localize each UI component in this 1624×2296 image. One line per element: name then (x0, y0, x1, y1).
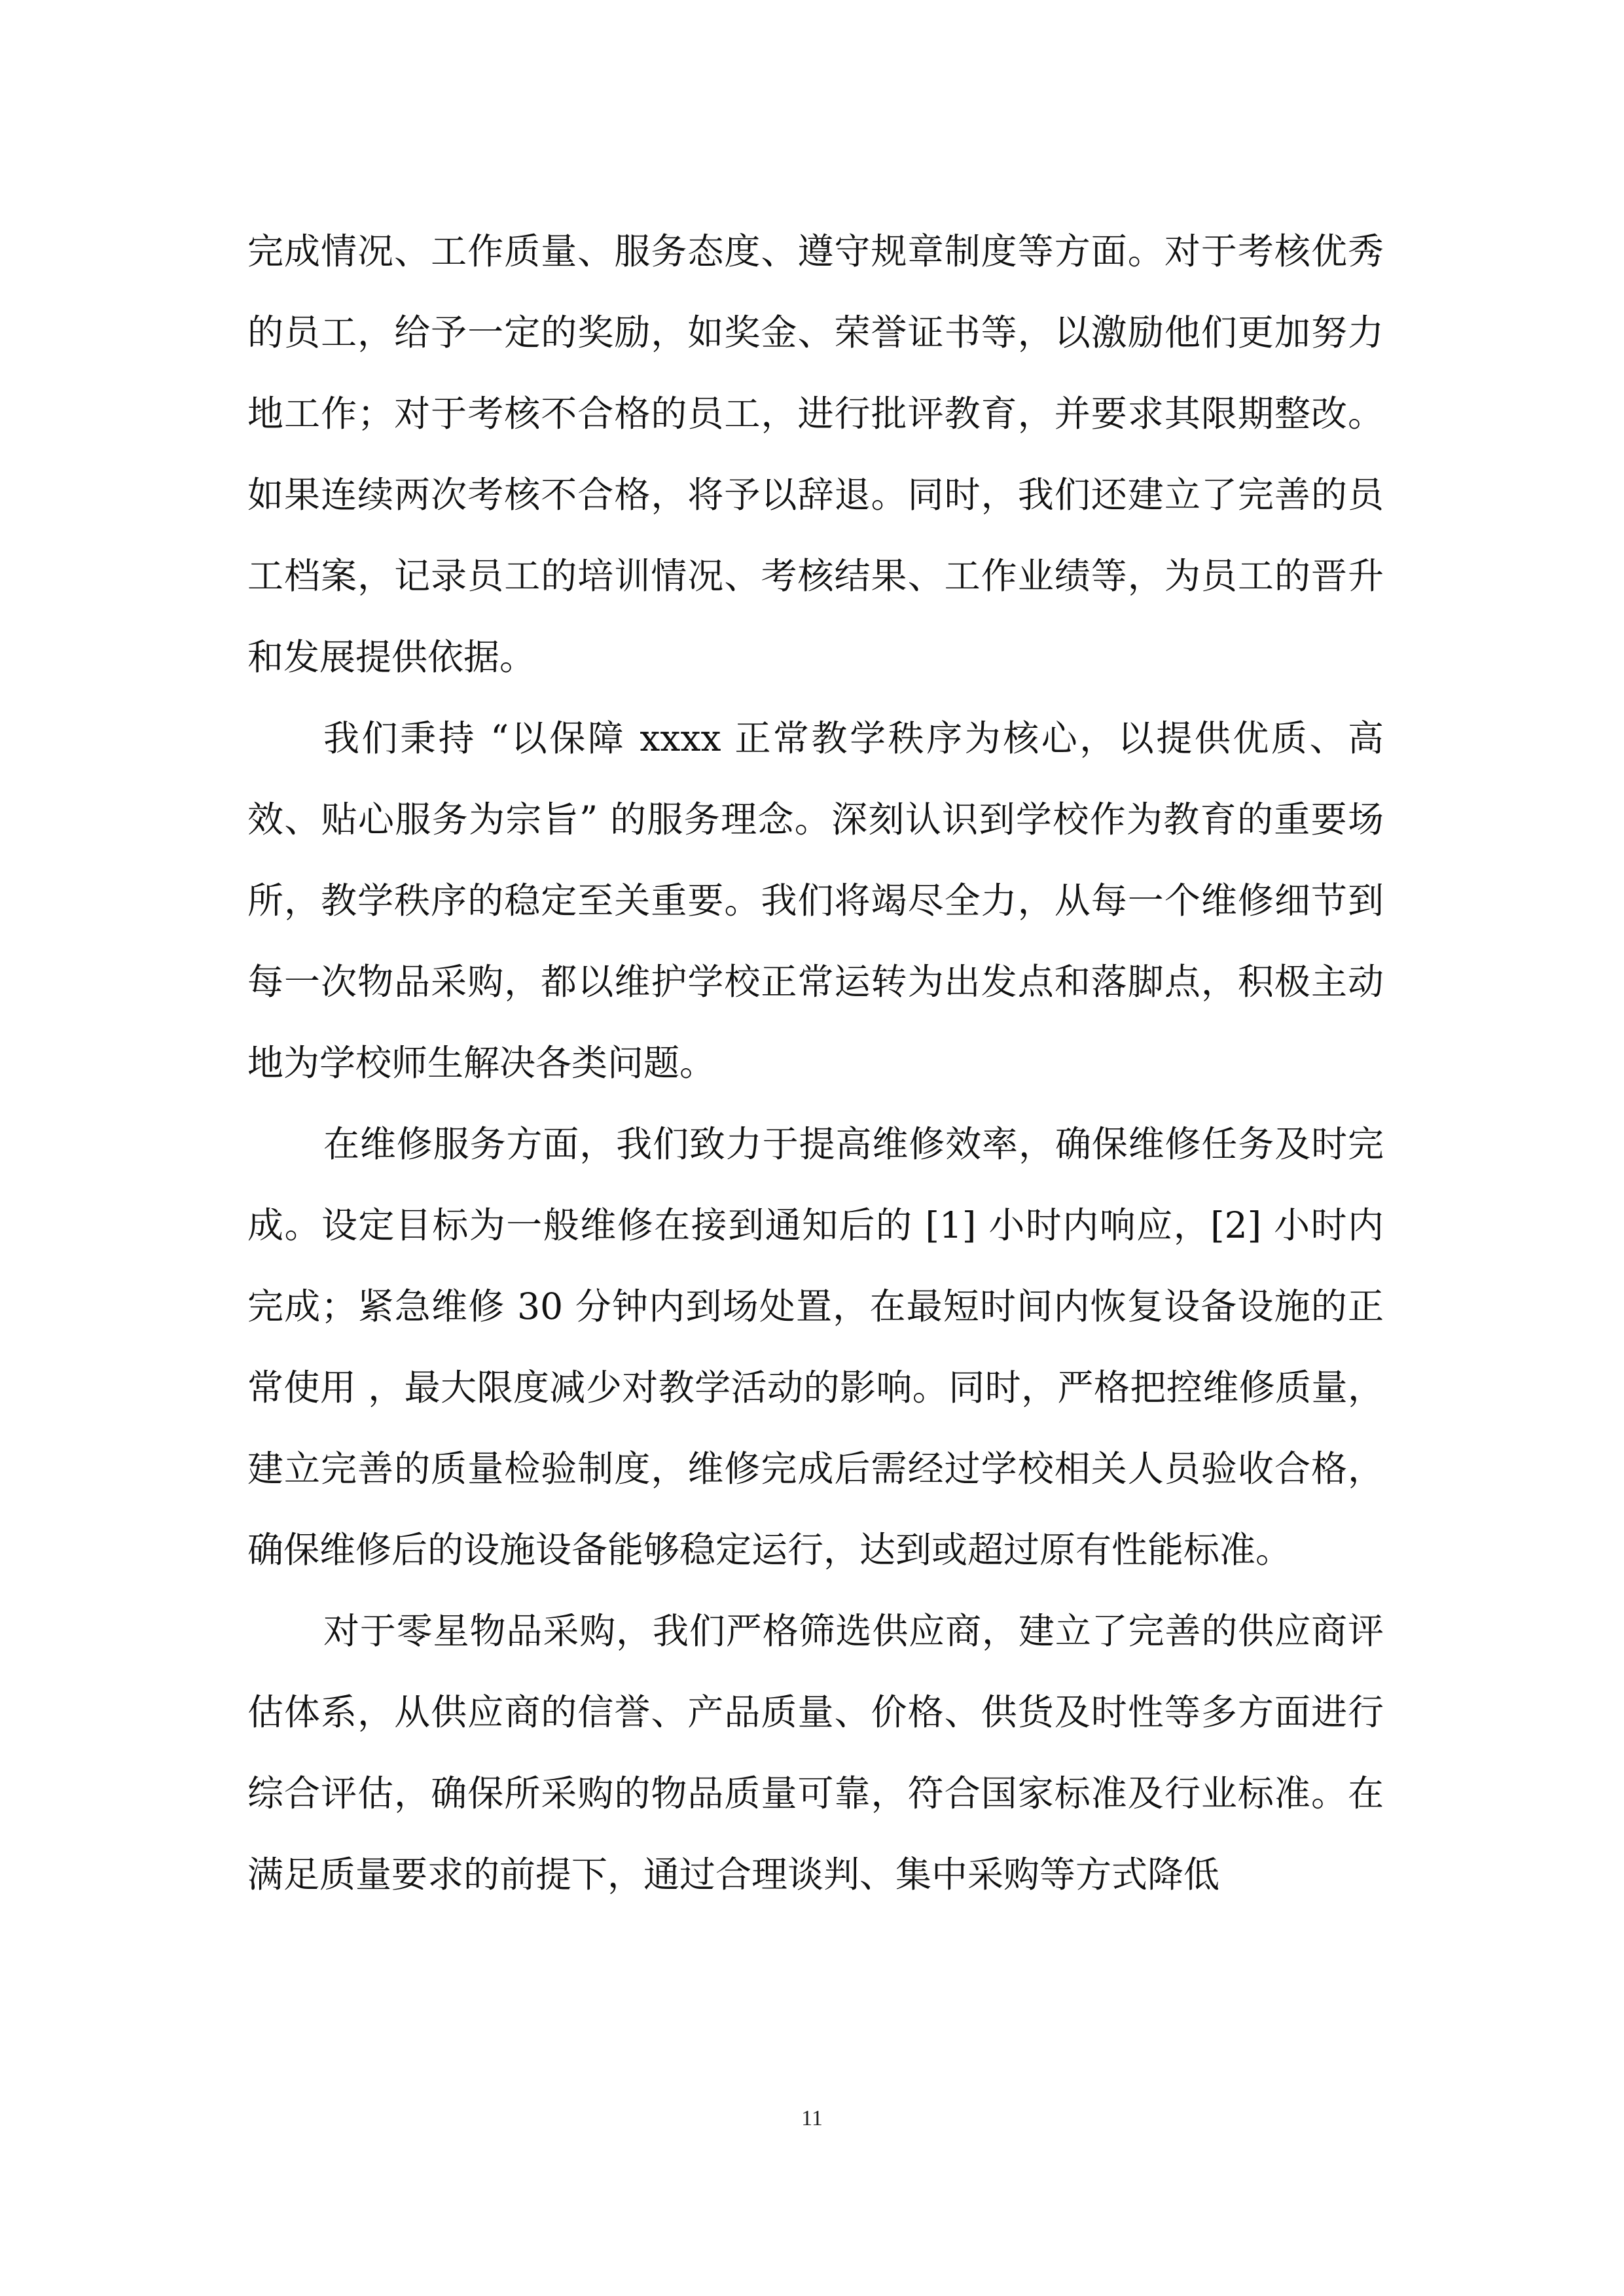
paragraph-maintenance-service: 在维修服务方面，我们致力于提高维修效率，确保维修任务及时完成。设定目标为一般维修在接到通知后的 [1] 小时内响应，[2] 小时内完成；紧急维修 30 分钟内到场处置，在最短时间内恢复设备设施的正常使用 ，最大限度减少对教学活动的影响。同时，严格把控维修质量，建立完善的质量检验制度，维修完成后需经过学校相关人员验收合格，确保维修后的设施设备能够稳定运行，达到或超过原有性能标准。 (247, 1123, 1384, 1571)
body-text (247, 211, 1384, 1915)
paragraph-continuation: 完成情况、工作质量、服务态度、遵守规章制度等方面。对于考核优秀的员工，给予一定的奖励，如奖金、荣誉证书等，以激励他们更加努力地工作；对于考核不合格的员工，进行批评教育，并要求其限期整改。如果连续两次考核不合格，将予以辞退。同时，我们还建立了完善的员工档案，记录员工的培训情况、考核结果、工作业绩等，为员工的晋升和发展提供依据。 (247, 230, 1384, 678)
paragraph-procurement: 对于零星物品采购，我们严格筛选供应商，建立了完善的供应商评估体系，从供应商的信誉、产品质量、价格、供货及时性等多方面进行综合评估，确保所采购的物品质量可靠，符合国家标准及行业标准。在满足质量要求的前提下，通过合理谈判、集中采购等方式降低 (247, 1610, 1384, 1895)
paragraph-service-philosophy: 我们秉持 “以保障 xxxx 正常教学秩序为核心，以提供优质、高效、贴心服务为宗旨” 的服务理念。深刻认识到学校作为教育的重要场所，教学秩序的稳定至关重要。我们将竭尽全力，从每一个维修细节到每一次物品采购，都以维护学校正常运转为出发点和落脚点，积极主动地为学校师生解决各类问题。 (247, 717, 1384, 1084)
page-number: 11 (801, 2106, 823, 2130)
